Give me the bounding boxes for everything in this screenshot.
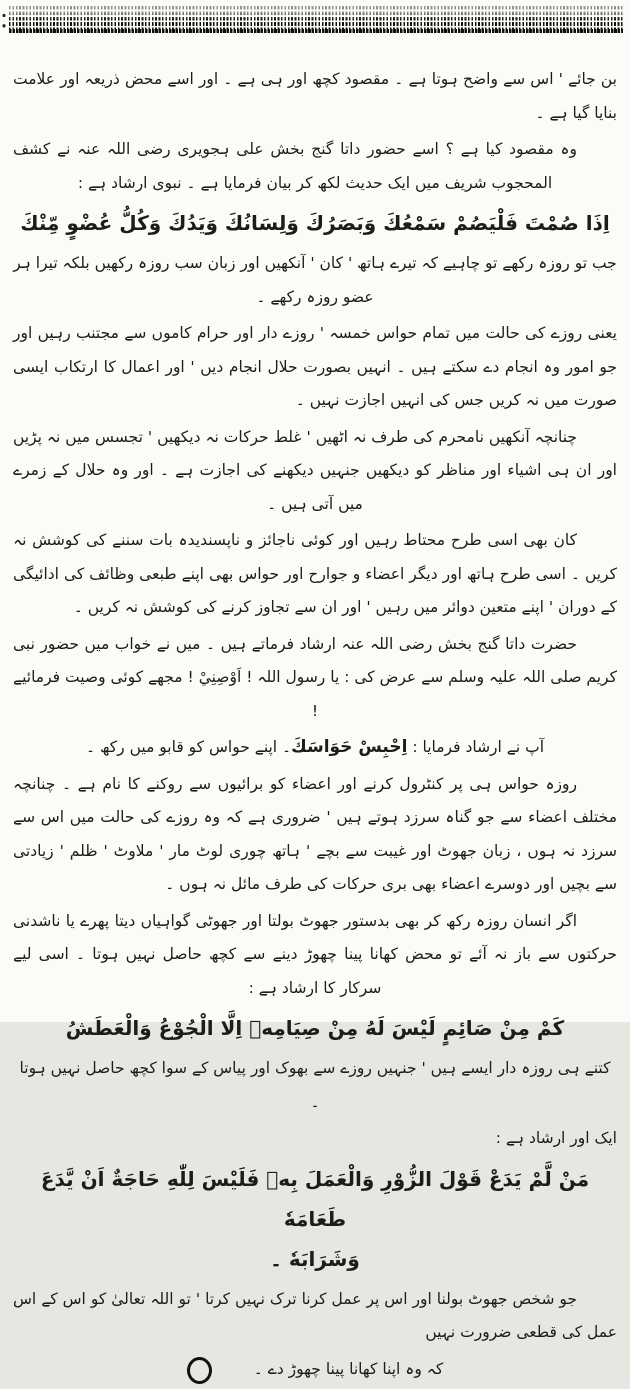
line-prophet-advice xyxy=(13,731,617,765)
hadith-arabic-hunger-thirst: كَمْ مِنْ صَائِمٍ لَيْسَ لَهُ مِنْ صِيَامِهٖ اِلَّا الْجُوْعُ وَالْعَطَشُ xyxy=(13,1008,617,1048)
paragraph-continuation: بن جائے ' اس سے واضح ہوتا ہے ۔ مقصود کچھ اور ہی ہے ۔ اور اسے محض ذریعہ اور علامت بنایا گیا ہے ۔ xyxy=(13,63,617,130)
paragraph-senses-explanation: یعنی روزے کی حالت میں تمام حواس خمسہ ' روزے دار اور حرام کاموں سے مجتنب رہیں اور جو امور وہ انجام دے سکتے ہیں ۔ انہیں بصورت حلال انجام دیں ' اور اعمال کا ارتکاب ایسی صورت میں نہ کریں جس کی انہیں اجازت نہیں ۔ xyxy=(13,317,617,418)
advice-translation: ۔ اپنے حواس کو قابو میں رکھ ۔ xyxy=(86,738,291,756)
paragraph-liar-fasting: اگر انسان روزہ رکھ کر بھی بدستور جھوٹ بولتا اور جھوٹی گواہیاں دیتا پھرے یا ناشدنی حرکتوں سے باز نہ آئے تو محض کھانا پینا چھوڑ دینے سے کچھ حاصل نہیں ہوتا ۔ اسی لیے سرکار کا ارشاد ہے : xyxy=(13,905,617,1006)
top-hatched-border xyxy=(9,6,623,33)
paragraph-purpose-question: وہ مقصود کیا ہے ؟ اسے حضور داتا گنج بخش علی ہجویری رضی اللہ عنہ نے کشف المحجوب شریف میں ایک حدیث لکھ کر بیان فرمایا ہے ۔ نبوی ارشاد ہے : xyxy=(13,133,617,200)
label-another-saying: ایک اور ارشاد ہے : xyxy=(13,1122,617,1156)
paragraph-dream-narration: حضرت داتا گنج بخش رضی اللہ عنہ ارشاد فرماتے ہیں ۔ میں نے خواب میں حضور نبی کریم صلی اللہ علیہ وسلم سے عرض کی : یا رسول اللہ ! اَوْصِنِيْ ! مجھے کوئی وصیت فرمائیے ! xyxy=(13,628,617,729)
paragraph-ears-hands-guidance: کان بھی اسی طرح محتاط رہیں اور کوئی ناجائز و ناپسندیدہ بات سننے کی کوشش نہ کریں ۔ اسی طرح ہاتھ اور دیگر اعضاء و جوارح اور حواس بھی اپنے طبعی وظائف کی ادائیگی کے دوران ' اپنے متعین دوائر میں رہیں ' اور ان سے تجاوز کرنے کی کوشش نہ کریں ۔ xyxy=(13,524,617,625)
paragraph-eyes-guidance: چنانچہ آنکھیں نامحرم کی طرف نہ اٹھیں ' غلط حرکات نہ دیکھیں ' تجسس میں نہ پڑیں اور ان ہی اشیاء اور مناظر کو دیکھیں جنہیں دیکھنے کی اجازت ہے ۔ اور وہ حلال کے زمرے میں آتی ہیں ۔ xyxy=(13,421,617,522)
hadith-limbs-translation: جب تو روزہ رکھے تو چاہیے کہ تیرے ہاتھ ' کان ' آنکھیں اور زبان سب روزہ رکھیں بلکہ تیرا ہر عضو روزہ رکھے ۔ xyxy=(13,247,617,314)
hadith-arabic-limbs-fast: اِذَا صُمْتَ فَلْيَصُمْ سَمْعُكَ وَبَصَرُكَ وَلِسَانُكَ وَيَدُكَ وَكُلُّ عُضْوٍ مِّنْكَ xyxy=(13,203,617,243)
final-line-row xyxy=(13,1353,617,1389)
paragraph-false-speech-translation: جو شخص جھوٹ بولنا اور اس پر عمل کرنا ترک نہیں کرتا ' تو اللہ تعالیٰ کو اس کے اس عمل کی قطعی ضرورت نہیں xyxy=(13,1283,617,1350)
hadith-hunger-thirst-translation: کتنے ہی روزہ دار ایسے ہیں ' جنہیں روزے سے بھوک اور پیاس کے سوا کچھ حاصل نہیں ہوتا ۔ xyxy=(13,1052,617,1119)
paragraph-fasting-control: روزہ حواس ہی پر کنٹرول کرنے اور اعضاء کو برائیوں سے روکنے کا نام ہے ۔ چنانچہ مختلف اعضاء سے جو گناہ سرزد ہوتے ہیں ' ضروری ہے کہ وہ روزے کی حالت میں اس سے سرزد نہ ہوں ، زبان جھوٹ اور غیبت سے بچے ' ہاتھ چوری لوٹ مار ' ملاوٹ ' ظلم ' زیادتی سے بچیں اور دوسرے اعضاء بھی بری حرکات کی طرف مائل نہ ہوں ۔ xyxy=(13,768,617,902)
advice-arabic-phrase: اِحْبِسْ حَوَاسَكَ xyxy=(291,737,407,757)
hadith-false-speech-line2: وَشَرَابَهٗ ۔ xyxy=(270,1247,360,1271)
advice-label: آپ نے ارشاد فرمایا : xyxy=(412,738,544,756)
hadith-arabic-false-speech xyxy=(13,1159,617,1279)
page-body xyxy=(13,63,617,1389)
hadith-false-speech-line1: مَنْ لَّمْ يَدَعْ قَوْلَ الزُّوْرِ وَالْعَمَلَ بِهٖ فَلَيْسَ لِلّٰهِ حَاجَةٌ اَنْ يَّدَعَ طَعَامَهٗ xyxy=(41,1167,589,1231)
margin-speck xyxy=(2,13,6,29)
final-line-text: کہ وہ اپنا کھانا پینا چھوڑ دے ۔ xyxy=(254,1353,444,1387)
section-end-circle-icon xyxy=(187,1357,212,1384)
